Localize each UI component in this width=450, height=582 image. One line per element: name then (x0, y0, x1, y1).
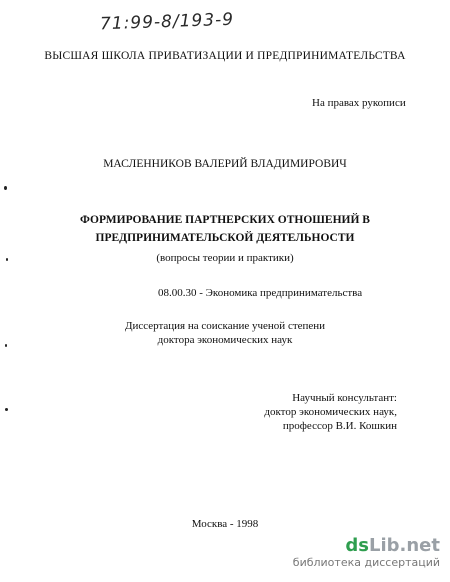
watermark-brand: dsLib.net (345, 535, 440, 556)
advisor-heading: Научный консультант: (292, 392, 397, 404)
institution-name: ВЫСШАЯ ШКОЛА ПРИВАТИЗАЦИИ И ПРЕДПРИНИМАТЕЛЬСТВА (44, 50, 406, 62)
degree-statement-line-1: Диссертация на соискание ученой степени (124, 320, 326, 332)
dissertation-title-line-1: ФОРМИРОВАНИЕ ПАРТНЕРСКИХ ОТНОШЕНИЙ В (80, 214, 370, 226)
scan-mark (5, 408, 8, 411)
dissertation-title-line-2: ПРЕДПРИНИМАТЕЛЬСКОЙ ДЕЯТЕЛЬНОСТИ (95, 232, 355, 244)
watermark-subtitle: библиотека диссертаций (292, 556, 440, 569)
specialty-code: 08.00.30 - Экономика предпринимательства (158, 287, 363, 299)
author-name: МАСЛЕННИКОВ ВАЛЕРИЙ ВЛАДИМИРОВИЧ (103, 158, 347, 170)
manuscript-rights-label: На правах рукописи (312, 97, 406, 109)
advisor-degree: доктор экономических наук, (264, 406, 397, 418)
handwritten-archive-code: 71:99-8/193-9 (99, 9, 235, 35)
scan-mark (6, 258, 8, 261)
city-year: Москва - 1998 (191, 518, 259, 530)
watermark-logo (293, 536, 440, 570)
scan-mark (5, 344, 7, 347)
dissertation-subtitle: (вопросы теории и практики) (156, 252, 294, 264)
advisor-name: профессор В.И. Кошкин (282, 420, 397, 432)
scan-mark (4, 186, 7, 190)
degree-statement-line-2: доктора экономических наук (157, 334, 293, 346)
